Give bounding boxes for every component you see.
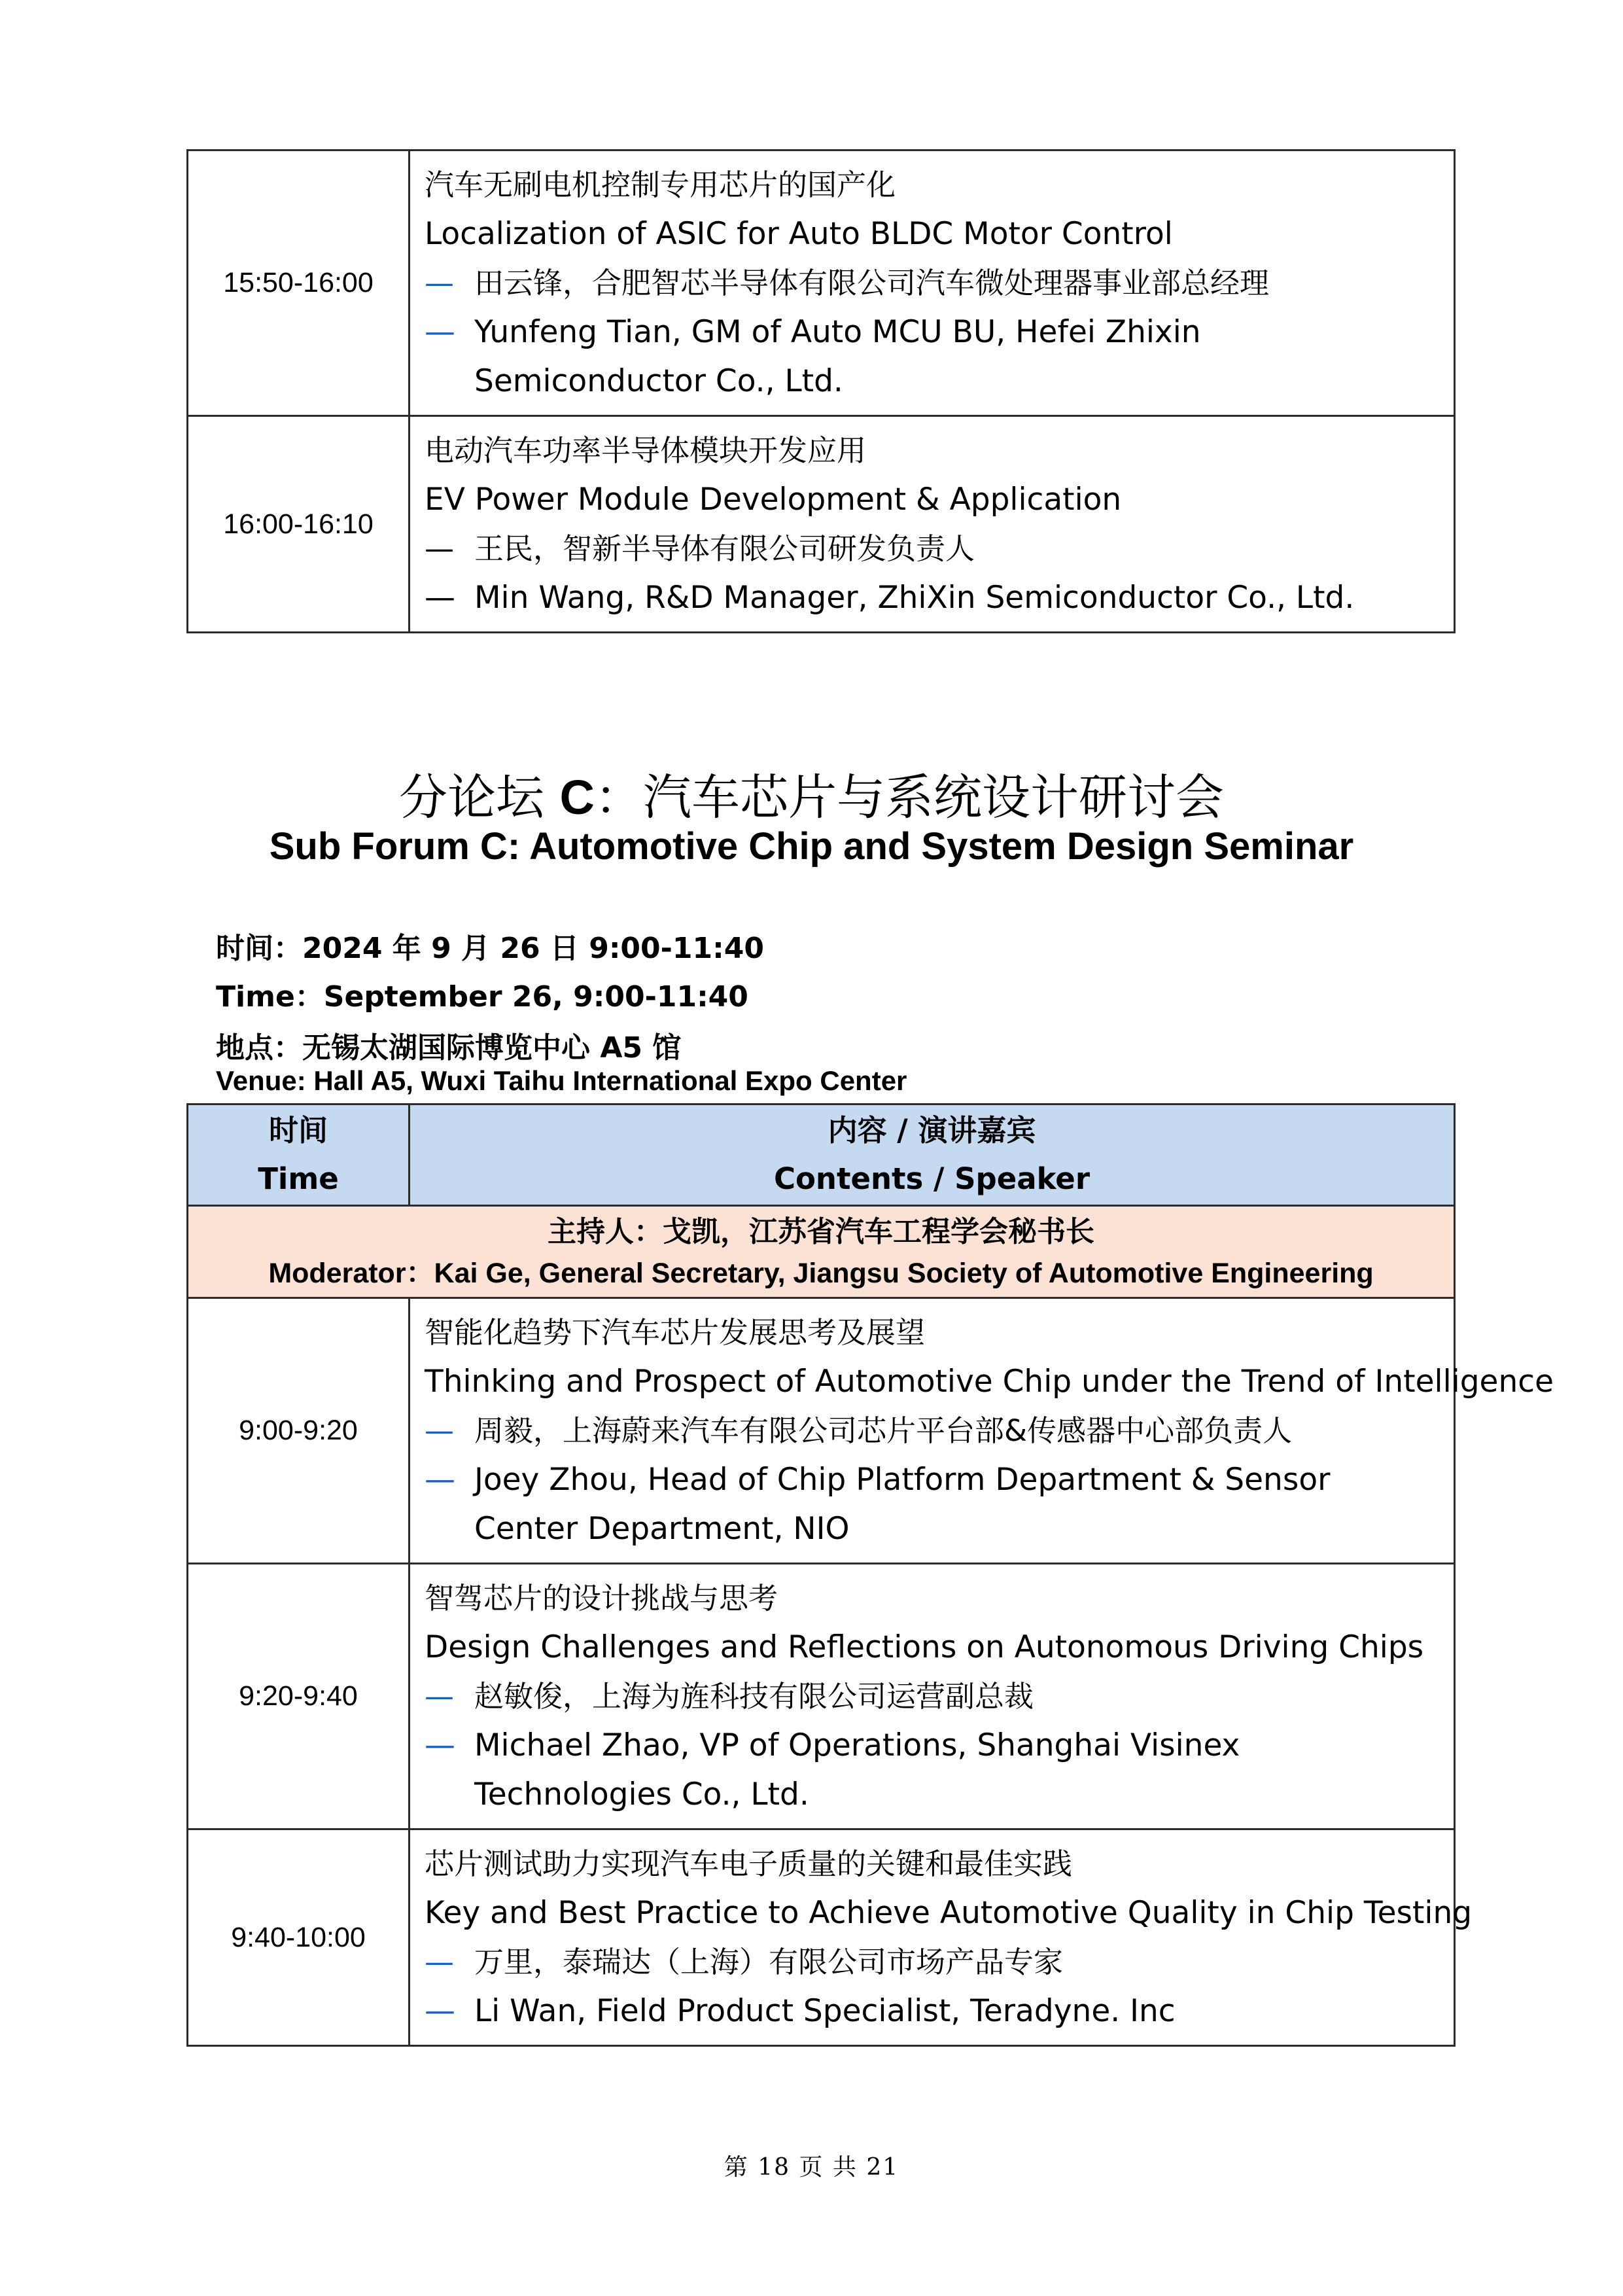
dash-icon: —	[425, 580, 455, 616]
session-title-en: Thinking and Prospect of Automotive Chip under the Trend of Intelligence	[425, 1364, 1554, 1400]
speaker-zh: — 赵敏俊，上海为旌科技有限公司运营副总裁	[425, 1672, 1440, 1721]
forum-venue-zh: 地点：无锡太湖国际博览中心 A5 馆	[216, 1031, 682, 1065]
session-title-en: Localization of ASIC for Auto BLDC Motor Control	[425, 216, 1173, 252]
table-row	[188, 416, 1455, 633]
table-header-row	[188, 1104, 1455, 1206]
speaker-zh: — 周毅，上海蔚来汽车有限公司芯片平台部&传感器中心部负责人	[425, 1406, 1440, 1455]
session-content	[410, 1564, 1455, 1829]
forum-title-zh: 分论坛 C：汽车芯片与系统设计研讨会	[399, 769, 1224, 826]
forum-time-en: Time：September 26, 9:00-11:40	[216, 980, 748, 1014]
session-title-en: Key and Best Practice to Achieve Automotive Quality in Chip Testing	[425, 1895, 1473, 1931]
dash-icon: —	[425, 1993, 455, 2029]
session-content	[410, 150, 1455, 416]
table-row	[188, 1829, 1455, 2046]
moderator-zh: 主持人：戈凯，江苏省汽车工程学会秘书长	[548, 1215, 1094, 1248]
speaker-en: — Joey Zhou, Head of Chip Platform Department & Sensor Center Department, NIO	[425, 1455, 1440, 1553]
session-content	[410, 1829, 1473, 2046]
page-number-footer: 第 18 页 共 21	[724, 2154, 899, 2181]
session-title-zh: 电动汽车功率半导体模块开发应用	[425, 433, 867, 468]
speaker-zh: — 田云锋，合肥智芯半导体有限公司汽车微处理器事业部总经理	[425, 258, 1440, 308]
session-time: 16:00-16:10	[188, 416, 410, 633]
session-time: 9:00-9:20	[188, 1298, 410, 1564]
session-time: 9:40-10:00	[188, 1829, 410, 2046]
session-content	[410, 1298, 1554, 1564]
speaker-en: — Li Wan, Field Product Specialist, Teradyne. Inc	[425, 1987, 1440, 2036]
dash-icon: —	[425, 1945, 454, 1979]
session-title-zh: 智驾芯片的设计挑战与思考	[425, 1581, 778, 1616]
speaker-en: — Yunfeng Tian, GM of Auto MCU BU, Hefei Zhixin Semiconductor Co., Ltd.	[425, 308, 1440, 406]
session-title-zh: 智能化趋势下汽车芯片发展思考及展望	[425, 1315, 926, 1350]
speaker-en: — Michael Zhao, VP of Operations, Shanghai Visinex Technologies Co., Ltd.	[425, 1721, 1440, 1819]
forum-venue-en: Venue: Hall A5, Wuxi Taihu International Expo Center	[216, 1065, 907, 1096]
table-row	[188, 1298, 1455, 1564]
table-row	[188, 150, 1455, 416]
session-content	[410, 416, 1455, 633]
dash-icon: —	[425, 1727, 455, 1763]
column-header-time: 时间 Time	[188, 1104, 410, 1206]
schedule-table-continued	[186, 149, 1456, 633]
column-header-contents: 内容 / 演讲嘉宾 Contents / Speaker	[410, 1104, 1455, 1206]
session-title-zh: 芯片测试助力实现汽车电子质量的关键和最佳实践	[425, 1846, 1073, 1881]
moderator-cell	[188, 1206, 1455, 1298]
session-time: 9:20-9:40	[188, 1564, 410, 1829]
dash-icon: —	[425, 1462, 455, 1498]
dash-icon: —	[425, 1413, 454, 1448]
moderator-en: Moderator：Kai Ge, General Secretary, Jiangsu Society of Automotive Engineering	[268, 1258, 1374, 1289]
speaker-en: — Min Wang, R&D Manager, ZhiXin Semiconductor Co., Ltd.	[425, 573, 1440, 622]
forum-title-en: Sub Forum C: Automotive Chip and System Design Seminar	[269, 825, 1354, 868]
speaker-zh: — 万里，泰瑞达（上海）有限公司市场产品专家	[425, 1937, 1440, 1987]
dash-icon: —	[425, 314, 455, 350]
session-title-en: Design Challenges and Reflections on Autonomous Driving Chips	[425, 1629, 1424, 1665]
dash-icon: —	[425, 266, 454, 300]
speaker-zh: — 王民，智新半导体有限公司研发负责人	[425, 524, 1440, 573]
forum-time-zh: 时间：2024 年 9 月 26 日 9:00-11:40	[216, 932, 764, 965]
dash-icon: —	[425, 531, 454, 566]
moderator-row	[188, 1206, 1455, 1298]
session-title-zh: 汽车无刷电机控制专用芯片的国产化	[425, 168, 896, 202]
session-time: 15:50-16:00	[188, 150, 410, 416]
session-title-en: EV Power Module Development & Application	[425, 482, 1122, 518]
dash-icon: —	[425, 1679, 454, 1714]
table-row	[188, 1564, 1455, 1829]
schedule-table	[186, 1103, 1554, 2047]
